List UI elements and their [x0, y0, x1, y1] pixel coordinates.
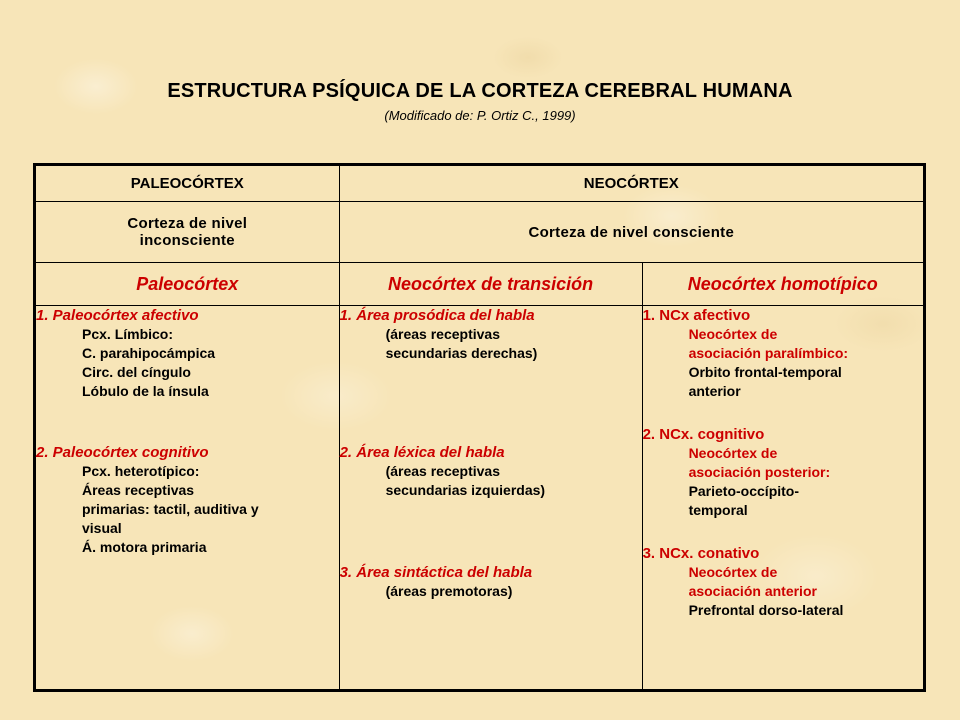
paleo-group-detail	[36, 325, 339, 401]
detail-line: (áreas receptivas	[385, 326, 500, 342]
paleo-group-affective	[36, 306, 339, 401]
detail-line: Pcx. heterotípico:	[82, 463, 200, 479]
detail-line: asociación paralímbico:	[688, 345, 849, 361]
homotypic-group-heading: 2. NCx. cognitivo	[642, 426, 765, 443]
detail-line: secundarias izquierdas)	[385, 482, 546, 498]
homotypic-group-detail	[643, 363, 923, 401]
homotypic-group-heading: 1. NCx afectivo	[642, 307, 751, 324]
detail-line: Á. motora primaria	[82, 539, 207, 555]
level-unconscious-line-2: inconsciente	[139, 232, 235, 249]
page-title: ESTRUCTURA PSÍQUICA DE LA CORTEZA CEREBRAL HUMANA	[167, 80, 793, 102]
paleo-group-cognitive	[36, 443, 339, 557]
content-row	[35, 306, 925, 691]
homotypic-group-affective	[643, 306, 923, 401]
homotypic-content	[642, 306, 924, 691]
detail-line: Neocórtex de	[688, 564, 778, 580]
transition-group-detail	[340, 582, 642, 601]
homotypic-group-cognitive	[643, 425, 923, 520]
level-conscious: Corteza de nivel consciente	[339, 202, 924, 263]
detail-line: Circ. del cíngulo	[82, 364, 191, 380]
transition-group-lexical	[340, 443, 642, 500]
detail-line: anterior	[688, 383, 741, 399]
transition-group-heading: 2. Área léxica del habla	[339, 444, 505, 461]
detail-line: Prefrontal dorso-lateral	[688, 602, 844, 618]
detail-line: secundarias derechas)	[385, 345, 538, 361]
transition-group-heading: 3. Área sintáctica del habla	[339, 564, 533, 581]
detail-line: Orbito frontal-temporal	[688, 364, 842, 380]
detail-line: (áreas receptivas	[385, 463, 500, 479]
cortex-structure-table	[33, 163, 926, 692]
homotypic-group-heading: 3. NCx. conativo	[642, 545, 760, 562]
detail-line: asociación anterior	[688, 583, 817, 599]
detail-line: asociación posterior:	[688, 464, 831, 480]
transition-group-prosodic	[340, 306, 642, 363]
detail-line: Pcx. Límbico:	[82, 326, 174, 342]
page-subtitle: (Modificado de: P. Ortiz C., 1999)	[384, 108, 576, 123]
detail-line: Lóbulo de la ínsula	[82, 383, 209, 399]
paleo-group-heading: 1. Paleocórtex afectivo	[36, 307, 199, 324]
paleocortex-content	[35, 306, 340, 691]
transition-group-heading: 1. Área prosódica del habla	[339, 307, 535, 324]
header-neocortex: NEOCÓRTEX	[339, 165, 924, 202]
detail-line: (áreas premotoras)	[385, 583, 513, 599]
category-transition: Neocórtex de transición	[339, 263, 642, 306]
detail-line: visual	[82, 520, 122, 536]
header-row	[35, 165, 925, 202]
homotypic-group-conative	[643, 544, 923, 620]
homotypic-group-detail	[643, 601, 923, 620]
detail-line: Neocórtex de	[688, 326, 778, 342]
transition-group-syntactic	[340, 563, 642, 601]
homotypic-group-red-detail	[643, 444, 923, 482]
homotypic-group-detail	[643, 482, 923, 520]
category-paleocortex: Paleocórtex	[35, 263, 340, 306]
transition-group-detail	[340, 325, 642, 363]
homotypic-group-red-detail	[643, 325, 923, 363]
level-unconscious	[35, 202, 340, 263]
detail-line: Áreas receptivas	[82, 482, 195, 498]
detail-line: primarias: tactil, auditiva y	[82, 501, 259, 517]
homotypic-group-red-detail	[643, 563, 923, 601]
detail-line: C. parahipocámpica	[82, 345, 216, 361]
paleo-group-heading: 2. Paleocórtex cognitivo	[36, 444, 209, 461]
category-row	[35, 263, 925, 306]
transition-content	[339, 306, 642, 691]
detail-line: Parieto-occípito-	[688, 483, 800, 499]
level-row	[35, 202, 925, 263]
detail-line: Neocórtex de	[688, 445, 778, 461]
header-paleocortex: PALEOCÓRTEX	[35, 165, 340, 202]
detail-line: temporal	[688, 502, 748, 518]
paleo-group-detail	[36, 462, 339, 557]
transition-group-detail	[340, 462, 642, 500]
level-unconscious-line-1: Corteza de nivel	[127, 215, 248, 232]
category-homotypic: Neocórtex homotípico	[642, 263, 924, 306]
